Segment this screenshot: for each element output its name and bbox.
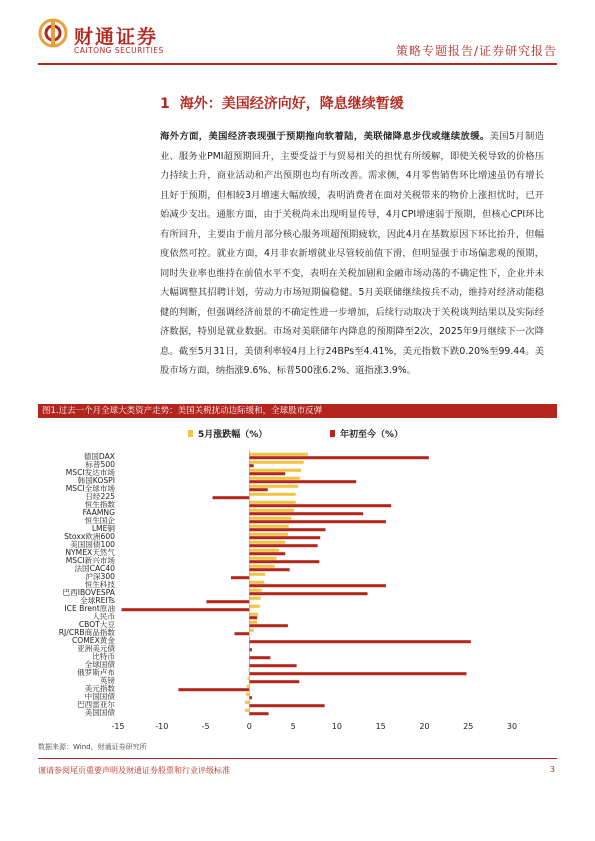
body-paragraph	[160, 127, 544, 381]
bar-ytd	[249, 712, 268, 715]
document-type: 策略专题报告/证券研究报告	[395, 44, 557, 58]
bar-ytd	[249, 464, 253, 467]
category-label: MSCI全球市场	[65, 483, 115, 493]
x-tick-label: 30	[506, 722, 518, 731]
asset-performance-chart	[38, 420, 557, 738]
category-label: Stoxx欧洲600	[64, 531, 115, 541]
category-label: 日经225	[85, 491, 115, 501]
category-label: RJ/CRB商品指数	[58, 627, 115, 637]
bar-may	[249, 469, 301, 472]
bar-may	[249, 549, 279, 552]
category-label: NYMEX天然气	[65, 547, 115, 557]
bar-ytd	[249, 536, 320, 539]
category-label: 韩国KOSPI	[77, 475, 115, 485]
bar-may	[246, 693, 250, 696]
bar-ytd	[249, 544, 317, 547]
bar-may	[249, 629, 253, 632]
bar-ytd	[231, 576, 249, 579]
bar-ytd	[213, 496, 250, 499]
category-label: 全球REITs	[80, 595, 115, 605]
bar-ytd	[206, 600, 249, 603]
chart-source: 数据来源：Wind，财通证券研究所	[38, 743, 147, 751]
category-label: 比特币	[92, 651, 115, 661]
bar-ytd	[178, 688, 249, 691]
bar-ytd	[249, 616, 257, 619]
x-tick-label: -15	[111, 722, 125, 731]
bar-may	[249, 453, 308, 456]
bar-ytd	[249, 512, 363, 515]
category-label: 沪深300	[85, 571, 115, 581]
x-tick-label: 15	[375, 722, 386, 731]
x-tick-label: 25	[463, 722, 474, 731]
page-header	[0, 0, 595, 64]
bar-ytd	[249, 680, 299, 683]
category-label: 巴西IBOVESPA	[62, 587, 115, 597]
category-label: 英镑	[99, 675, 115, 685]
legend-swatch-2	[330, 430, 335, 437]
bar-ytd	[249, 504, 391, 507]
bar-may	[245, 709, 249, 712]
category-label: MSCI发达市场	[65, 467, 115, 477]
category-label: ICE Brent原油	[64, 603, 115, 613]
bar-may	[249, 477, 300, 480]
category-label: 亚洲美元债	[77, 643, 115, 653]
bar-ytd	[249, 560, 319, 563]
category-label: 美元指数	[84, 683, 115, 693]
bar-ytd	[249, 592, 367, 595]
section-heading	[160, 93, 404, 113]
bar-may	[249, 501, 295, 504]
figure-title: 图1.过去一个月全球大类资产走势：美国关税扰动边际缓和，全球股市反弹	[38, 404, 557, 418]
section-title-text: 海外：美国经济向好，降息继续暂缓	[179, 96, 404, 112]
footer-disclaimer: 谨请参阅尾页重要声明及财通证券股票和行业评级标准	[38, 766, 230, 775]
bar-may	[249, 541, 285, 544]
bar-ytd	[249, 648, 252, 651]
category-label: 法国CAC40	[74, 563, 115, 573]
category-label: 俄罗斯卢布	[77, 667, 115, 677]
paragraph-text: 美国5月制造业、服务业PMI超预期回升，主要受益于与贸易相关的担忧有所缓解，即使关税导致的价格压力持续上升，商业活动和产出预期也均有所改善。需求侧，4月零售销售环比增速虽仍有增长且好于预期，但相较3月增速大幅放缓，表明消费者在面对关税带来的物价上涨担忧时，已开始减少支出。通胀方面，由于关税尚未出现明显传导，4月CPI增速弱于预期，但核心CPI环比有所回升，主要由于前月部分核心服务项超预期疲软，因此4月在基数原因下环比抬升，但幅度依然可控。就业方面，4月非农新增就业尽管较前值下滑，但明显强于市场偏悲观的预期，同时失业率也维持在前值水平不变，表明在关税加剧和金融市场动荡的不确定性下，企业并未大幅调整其招聘计划，劳动力市场短期偏稳健。5月美联储继续按兵不动，维持对经济动能稳健的判断，但强调经济前景的不确定性进一步增加，后续行动取决于关税谈判结果以及实际经济数据，特别是就业数据。市场对美联储年内降息的预期降至2次，2025年9月继续下一次降息。截至5月31日，美债利率较4月上行24BPs至4.41%，美元指数下跌0.20%至99.44。美股市场方面，纳指涨9.6%、标普500涨6.2%、道指涨3.9%。	[160, 131, 544, 376]
section-number: 1	[160, 96, 170, 112]
bar-may	[249, 461, 303, 464]
category-label: LME铜	[91, 523, 115, 533]
bar-may	[249, 621, 257, 624]
bar-ytd	[249, 664, 296, 667]
category-label: 美国国债100	[70, 539, 115, 549]
category-label: 中国国债	[84, 691, 115, 701]
bar-ytd	[249, 456, 428, 459]
bar-ytd	[249, 624, 288, 627]
bar-may	[249, 565, 274, 568]
legend-swatch-1	[188, 430, 193, 437]
x-tick-label: 10	[331, 722, 342, 731]
bar-may	[249, 597, 260, 600]
bar-ytd	[249, 704, 324, 707]
x-tick-label: 0	[246, 722, 252, 731]
x-tick-label: 20	[419, 722, 430, 731]
bar-ytd	[249, 520, 386, 523]
bar-may	[249, 557, 276, 560]
x-tick-label: -10	[155, 722, 169, 731]
category-label: 恒生国企	[84, 515, 115, 525]
header-divider	[38, 63, 557, 65]
category-label: 标普500	[85, 459, 115, 469]
bar-ytd	[249, 488, 267, 491]
bar-ytd	[249, 640, 471, 643]
bar-may	[249, 493, 295, 496]
bar-ytd	[249, 584, 386, 587]
legend-label-2: 年初至今（%）	[340, 430, 404, 440]
category-label: 恒生指数	[84, 499, 115, 509]
bar-may	[249, 581, 264, 584]
logo-text: 财通证券	[74, 26, 159, 48]
bar-ytd	[249, 552, 285, 555]
category-label: 恒生科技	[84, 579, 115, 589]
bar-ytd	[249, 696, 252, 699]
bar-may	[249, 509, 294, 512]
bar-may	[245, 701, 249, 704]
category-label: 巴西雷亚尔	[77, 699, 115, 709]
footer-divider	[38, 758, 557, 759]
category-label: COMEX黄金	[71, 635, 115, 645]
bar-ytd	[249, 672, 466, 675]
x-tick-label: -5	[201, 722, 210, 731]
category-label: 德国DAX	[83, 451, 115, 461]
bar-ytd	[249, 656, 270, 659]
bar-ytd	[249, 472, 285, 475]
bar-ytd	[249, 480, 356, 483]
category-label: 美国国债	[84, 707, 115, 717]
bar-may	[247, 685, 250, 688]
bar-ytd	[249, 528, 325, 531]
bar-may	[249, 613, 258, 616]
logo-subtext: CAITONG SECURITIES	[74, 46, 164, 55]
category-label: FAAMNG	[82, 507, 115, 517]
legend-label-1: 5月涨跌幅（%）	[198, 430, 268, 440]
bar-may	[249, 605, 260, 608]
bar-ytd	[249, 568, 289, 571]
bar-may	[249, 525, 288, 528]
category-label: CBOT大豆	[78, 619, 115, 629]
bar-may	[249, 533, 288, 536]
bar-may	[249, 573, 265, 576]
bar-may	[249, 589, 261, 592]
x-tick-label: 5	[290, 722, 296, 731]
category-label: MSCI新兴市场	[65, 555, 115, 565]
paragraph-lead: 海外方面，美国经济表现强于预期拖向软着陆，美联储降息步伐或继续放缓。	[160, 131, 490, 142]
category-label: 人民币	[92, 611, 115, 621]
bar-ytd	[234, 632, 249, 635]
caitong-logo-icon	[38, 18, 68, 48]
bar-ytd	[122, 608, 250, 611]
page-number: 3	[549, 765, 555, 774]
bar-may	[249, 517, 291, 520]
category-label: 全球国债	[84, 659, 115, 669]
bar-may	[249, 485, 298, 488]
